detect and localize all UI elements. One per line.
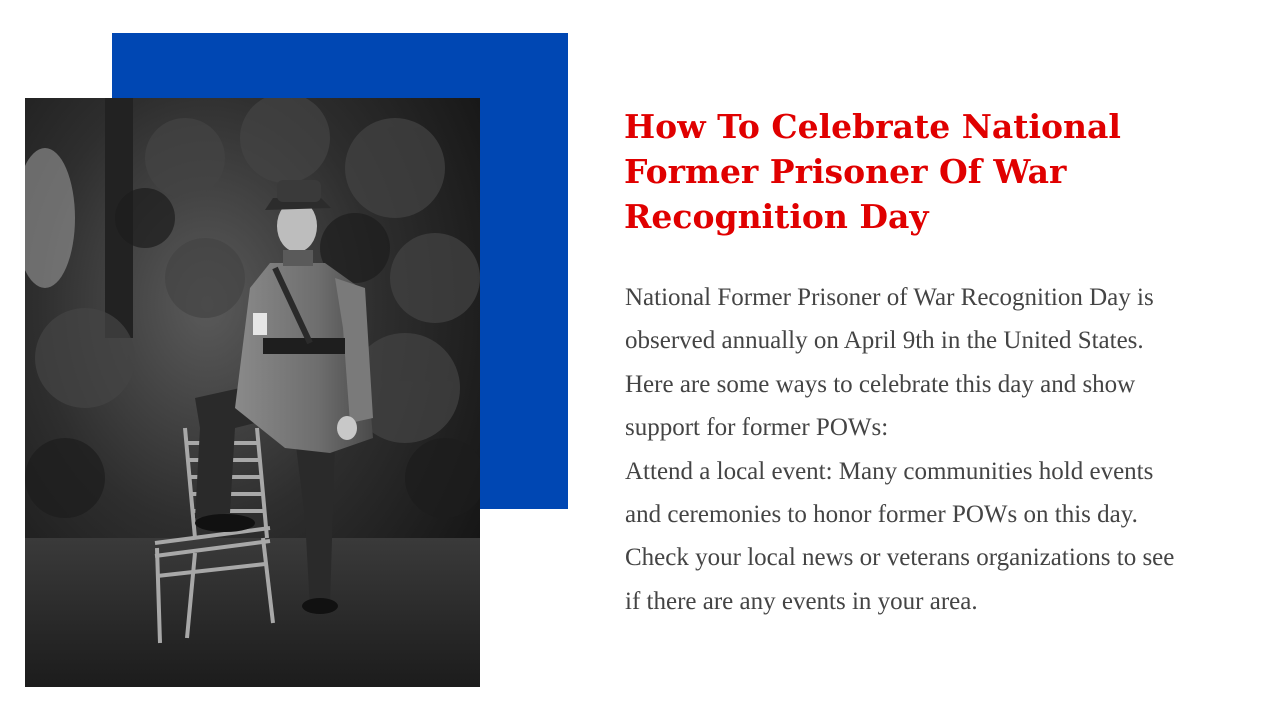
slide-title [624,104,1244,239]
body-line: observed annually on April 9th in the United States. [625,327,1144,355]
body-line: if there are any events in your area. [625,587,978,615]
body-paragraph [625,276,1265,623]
officer-photo [25,98,480,687]
body-line: National Former Prisoner of War Recognition Day is [625,284,1154,311]
title-line: Former Prisoner Of War [624,152,1067,191]
body-line: Attend a local event: Many communities hold events [625,457,1154,485]
body-line: and ceremonies to honor former POWs on this day. [625,501,1138,529]
title-line: How To Celebrate National [624,107,1121,146]
body-line: Check your local news or veterans organizations to see [625,544,1175,572]
title-line: Recognition Day [624,197,929,236]
body-line: support for former POWs: [625,414,889,442]
body-line: Here are some ways to celebrate this day and show [625,370,1136,398]
